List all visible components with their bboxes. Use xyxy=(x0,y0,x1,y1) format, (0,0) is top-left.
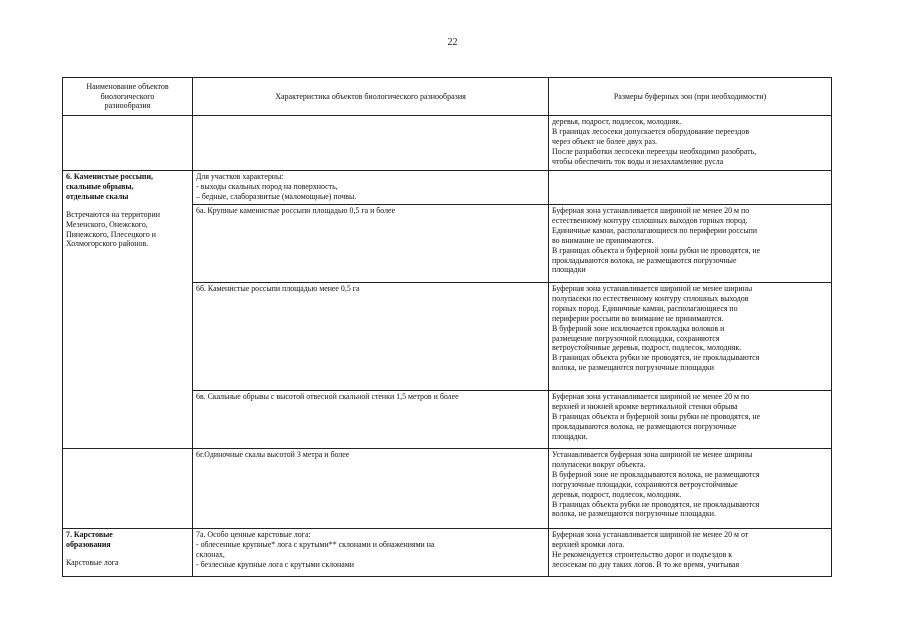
characteristic-cell: 6б. Каменистые россыпи площадью менее 0,5 га xyxy=(193,283,549,391)
object-name-cell xyxy=(63,116,193,171)
buffer-cell: деревья, подрост, подлесок, молодняк. В границах лесосеки допускается оборудование переездов через объект не более двух раз. После разработки лесосеки переезды необходимо разобрать, чтобы обеспечить ток воды и незахламление русла xyxy=(549,116,832,171)
buffer-cell: Буферная зона устанавливается шириной не менее 20 м по естественному контуру сплошных выходов горных пород. Единичные камни, располагающиеся по периферии россыпи во внимание не принимаются. В границах объекта и буферной зоны рубки не проводятся, не прокладываются волока, не размещаются погрузочные площадки xyxy=(549,205,832,283)
characteristic-cell: 6в. Скальные обрывы с высотой отвесной скальной стенки 1,5 метров и более xyxy=(193,391,549,449)
table-row xyxy=(63,171,832,205)
biodiversity-table xyxy=(62,77,832,577)
buffer-cell xyxy=(549,171,832,205)
buffer-cell: Буферная зона устанавливается шириной не менее 20 м от верхней кромки лога. Не рекомендуется строительство дорог и подъездов к лесосекам по дну таких логов. В то же время, учитывая xyxy=(549,529,832,577)
table-row xyxy=(63,449,832,529)
table-row xyxy=(63,116,832,171)
table-row xyxy=(63,529,832,577)
object-name-cell-section-7: 7. Карстовые образования Карстовые лога xyxy=(63,529,193,577)
characteristic-cell: Для участков характерны: - выходы скальных пород на поверхность, – бедные, слаборазвитые (маломощные) почвы. xyxy=(193,171,549,205)
characteristic-cell: 7а. Особо ценные карстовые лога: - облесенные крупные* лога с крутыми** склонами и обнажениями на склонах, - безлесные крупные лога с крутыми склонами xyxy=(193,529,549,577)
page-number: 22 xyxy=(447,37,458,48)
characteristic-cell: 6а. Крупные каменистые россыпи площадью 0,5 га и более xyxy=(193,205,549,283)
characteristic-cell: 6г.Одиночные скалы высотой 3 метра и более xyxy=(193,449,549,529)
header-characteristic: Характеристика объектов биологического разнообразия xyxy=(193,78,549,116)
buffer-cell: Буферная зона устанавливается шириной не менее ширины полупасеки по естественному контуру сплошных выходов горных пород. Единичные камни, располагающиеся по периферии россыпи во внимание не принимаются. В буферной зоне исключается прокладка волоков и размещение погрузочной площадки, сохраняются ветроустойчивые деревья, подрост, подлесок, молодняк. В границах объекта рубки не проводятся, не прокладываются волока, не размещаются погрузочные площадки xyxy=(549,283,832,391)
object-name-cell-section-6: 6. Каменистые россыпи, скальные обрывы, отдельные скалы Встречаются на территории Мезенского, Онежского, Пинежского, Плесецкого и Холмогорского районов. xyxy=(63,171,193,449)
buffer-cell: Устанавливается буферная зона шириной не менее ширины полупасеки вокруг объекта. В буферной зоне не прокладываются волока, не размещаются погрузочные площадки, сохраняются ветроустойчивые деревья, подрост, подлесок, молодняк. В границах объекта рубки не проводятся, не прокладываются волока, не размещаются погрузочные площадки. xyxy=(549,449,832,529)
table-header-row xyxy=(63,78,832,116)
header-buffer-size: Размеры буферных зон (при необходимости) xyxy=(549,78,832,116)
characteristic-cell xyxy=(193,116,549,171)
header-object-name: Наименование объектов биологического разнообразия xyxy=(63,78,193,116)
object-name-cell xyxy=(63,449,193,529)
buffer-cell: Буферная зона устанавливается шириной не менее 20 м по верхней и нижней кромке вертикальной стенки обрыва В границах объекта и буферной зоны рубки не проводятся, не прокладываются волока, не размещаются погрузочные площадки. xyxy=(549,391,832,449)
